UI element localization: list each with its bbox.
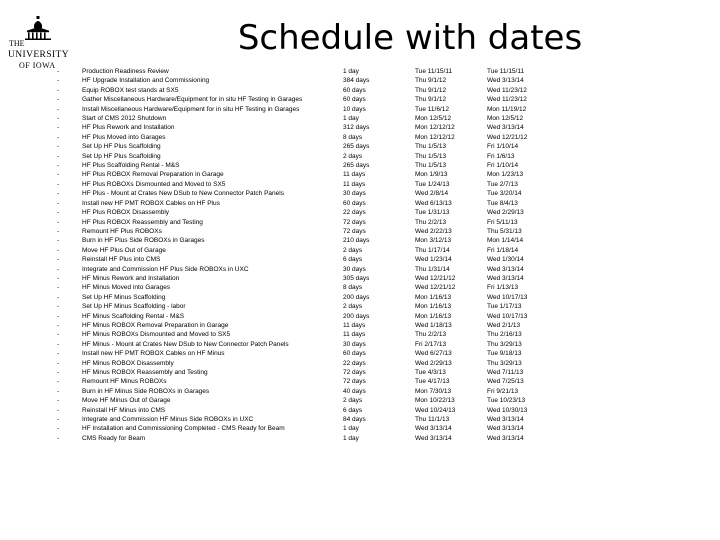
row-bullet: - bbox=[57, 237, 60, 245]
task-name: HF Minus Rework and Installation bbox=[82, 274, 180, 282]
schedule-row bbox=[0, 330, 720, 339]
row-bullet: - bbox=[57, 115, 60, 123]
task-duration: 265 days bbox=[343, 162, 370, 170]
task-duration: 30 days bbox=[343, 265, 366, 273]
schedule-row bbox=[0, 170, 720, 179]
task-name: Equip ROBOX test stands at SX5 bbox=[82, 86, 179, 94]
schedule-row bbox=[0, 67, 720, 76]
row-bullet: - bbox=[57, 340, 60, 348]
row-bullet: - bbox=[57, 96, 60, 104]
row-bullet: - bbox=[57, 143, 60, 151]
task-name: HF Upgrade Installation and Commissioning bbox=[82, 77, 210, 85]
task-start-date: Thu 9/1/12 bbox=[415, 77, 447, 85]
row-bullet: - bbox=[57, 321, 60, 329]
task-duration: 8 days bbox=[343, 133, 363, 141]
row-bullet: - bbox=[57, 350, 60, 358]
task-duration: 30 days bbox=[343, 190, 366, 198]
task-finish-date: Thu 2/16/13 bbox=[487, 331, 522, 339]
schedule-row bbox=[0, 142, 720, 151]
schedule-row bbox=[0, 340, 720, 349]
row-bullet: - bbox=[57, 293, 60, 301]
task-name: Install Miscellaneous Hardware/Equipment for in situ HF Testing in Garages bbox=[82, 105, 300, 113]
row-bullet: - bbox=[57, 77, 60, 85]
task-name: CMS Ready for Beam bbox=[82, 434, 146, 442]
task-finish-date: Mon 12/5/12 bbox=[487, 115, 524, 123]
task-finish-date: Wed 3/13/14 bbox=[487, 425, 524, 433]
task-start-date: Tue 4/3/13 bbox=[415, 369, 446, 376]
row-bullet: - bbox=[57, 265, 60, 273]
schedule-row bbox=[0, 76, 720, 85]
row-bullet: - bbox=[57, 86, 60, 94]
schedule-row bbox=[0, 123, 720, 132]
logo-line-university: UNIVERSITY bbox=[8, 50, 69, 60]
task-name: HF Minus ROBOX Removal Preparation in Garage bbox=[82, 321, 229, 329]
task-finish-date: Fri 1/10/14 bbox=[487, 143, 519, 151]
task-duration: 11 days bbox=[343, 171, 366, 179]
row-bullet: - bbox=[57, 190, 60, 198]
task-finish-date: Wed 3/13/14 bbox=[487, 77, 524, 85]
task-duration: 6 days bbox=[343, 406, 363, 414]
task-finish-date: Fri 5/11/13 bbox=[487, 218, 518, 226]
page-title: Schedule with dates bbox=[237, 18, 583, 58]
schedule-row bbox=[0, 274, 720, 283]
task-start-date: Tue 11/6/12 bbox=[415, 105, 449, 113]
task-duration: 2 days bbox=[343, 397, 363, 405]
task-name: HF Plus Scaffolding Rental - M&S bbox=[82, 162, 180, 170]
schedule-list bbox=[0, 67, 720, 443]
task-start-date: Thu 9/1/12 bbox=[415, 86, 447, 94]
task-duration: 11 days bbox=[343, 321, 366, 329]
task-finish-date: Wed 3/13/14 bbox=[487, 434, 524, 442]
task-finish-date: Wed 2/29/13 bbox=[487, 209, 524, 217]
row-bullet: - bbox=[57, 133, 60, 141]
task-finish-date: Fri 1/10/14 bbox=[487, 162, 519, 170]
task-name: HF Installation and Commissioning Completed - CMS Ready for Beam bbox=[82, 425, 285, 433]
task-name: HF Minus ROBOXs Dismounted and Moved to SX5 bbox=[82, 331, 231, 339]
schedule-row bbox=[0, 293, 720, 302]
task-duration: 265 days bbox=[343, 143, 370, 151]
schedule-row bbox=[0, 161, 720, 170]
row-bullet: - bbox=[57, 369, 60, 376]
task-finish-date: Wed 3/13/14 bbox=[487, 416, 524, 424]
task-name: Set Up HF Minus Scaffolding - labor bbox=[82, 303, 186, 311]
row-bullet: - bbox=[57, 218, 60, 226]
task-start-date: Tue 11/15/11 bbox=[415, 68, 453, 75]
task-name: Gather Miscellaneous Hardware/Equipment for in situ HF Testing in Garages bbox=[82, 96, 303, 104]
row-bullet: - bbox=[57, 387, 60, 395]
schedule-row bbox=[0, 255, 720, 264]
task-finish-date: Wed 7/11/13 bbox=[487, 369, 524, 376]
task-name: HF Plus ROBOX Removal Preparation in Garage bbox=[82, 171, 224, 179]
task-start-date: Tue 1/31/13 bbox=[415, 209, 450, 217]
row-bullet: - bbox=[57, 162, 60, 170]
row-bullet: - bbox=[57, 274, 60, 282]
task-start-date: Wed 1/18/13 bbox=[415, 321, 452, 329]
schedule-row bbox=[0, 236, 720, 245]
schedule-row bbox=[0, 133, 720, 142]
task-duration: 60 days bbox=[343, 96, 366, 104]
task-name: HF Minus ROBOX Reassembly and Testing bbox=[82, 369, 208, 376]
task-finish-date: Wed 10/30/13 bbox=[487, 406, 528, 414]
schedule-row bbox=[0, 246, 720, 255]
row-bullet: - bbox=[57, 227, 60, 235]
task-duration: 200 days bbox=[343, 312, 370, 320]
task-start-date: Mon 12/5/12 bbox=[415, 115, 452, 123]
task-name: Remount HF Minus ROBOXs bbox=[82, 378, 167, 386]
task-start-date: Thu 1/31/14 bbox=[415, 265, 450, 273]
task-name: Move HF Plus Out of Garage bbox=[82, 246, 166, 254]
task-start-date: Thu 2/2/13 bbox=[415, 218, 447, 226]
task-name: HF Minus ROBOX Disassembly bbox=[82, 359, 174, 367]
task-start-date: Wed 10/24/13 bbox=[415, 406, 456, 414]
task-start-date: Wed 12/21/12 bbox=[415, 274, 456, 282]
task-duration: 1 day bbox=[343, 68, 359, 75]
schedule-row bbox=[0, 189, 720, 198]
task-finish-date: Tue 10/23/13 bbox=[487, 397, 526, 405]
task-finish-date: Mon 1/23/13 bbox=[487, 171, 524, 179]
task-name: HF Plus ROBOX Disassembly bbox=[82, 209, 170, 217]
task-duration: 84 days bbox=[343, 416, 366, 424]
row-bullet: - bbox=[57, 209, 60, 217]
task-finish-date: Tue 1/17/13 bbox=[487, 303, 522, 311]
row-bullet: - bbox=[57, 397, 60, 405]
task-start-date: Wed 12/21/12 bbox=[415, 284, 456, 292]
task-name: Burn in HF Plus Side ROBOXs in Garages bbox=[82, 237, 205, 245]
task-finish-date: Tue 2/7/13 bbox=[487, 180, 518, 188]
schedule-row bbox=[0, 208, 720, 217]
schedule-row bbox=[0, 415, 720, 424]
schedule-row bbox=[0, 368, 720, 377]
row-bullet: - bbox=[57, 416, 60, 424]
row-bullet: - bbox=[57, 303, 60, 311]
task-finish-date: Tue 9/18/13 bbox=[487, 350, 522, 358]
task-start-date: Mon 7/30/13 bbox=[415, 387, 452, 395]
task-duration: 30 days bbox=[343, 340, 366, 348]
task-finish-date: Wed 3/13/14 bbox=[487, 274, 524, 282]
schedule-row bbox=[0, 359, 720, 368]
task-start-date: Mon 12/12/12 bbox=[415, 133, 455, 141]
task-duration: 1 day bbox=[343, 425, 359, 433]
task-start-date: Wed 3/13/14 bbox=[415, 434, 452, 442]
task-start-date: Tue 1/24/13 bbox=[415, 180, 450, 188]
task-name: Integrate and Commission HF Plus Side ROBOXs in UXC bbox=[82, 265, 249, 273]
schedule-row bbox=[0, 424, 720, 433]
task-finish-date: Wed 12/21/12 bbox=[487, 133, 528, 141]
task-start-date: Mon 1/16/13 bbox=[415, 293, 452, 301]
task-duration: 8 days bbox=[343, 284, 363, 292]
task-name: Integrate and Commission HF Minus Side ROBOXs in UXC bbox=[82, 416, 254, 424]
task-finish-date: Mon 11/19/12 bbox=[487, 105, 527, 113]
task-duration: 384 days bbox=[343, 77, 370, 85]
row-bullet: - bbox=[57, 105, 60, 113]
task-duration: 1 day bbox=[343, 434, 359, 442]
task-start-date: Thu 1/5/13 bbox=[415, 152, 447, 160]
task-start-date: Mon 12/12/12 bbox=[415, 124, 455, 132]
schedule-row bbox=[0, 396, 720, 405]
task-finish-date: Wed 3/13/14 bbox=[487, 124, 524, 132]
task-start-date: Wed 6/27/13 bbox=[415, 350, 452, 358]
task-start-date: Mon 1/16/13 bbox=[415, 312, 452, 320]
task-finish-date: Wed 3/13/14 bbox=[487, 265, 524, 273]
logo-line-of-iowa: OF IOWA bbox=[19, 61, 56, 70]
task-finish-date: Tue 8/4/13 bbox=[487, 199, 518, 207]
task-duration: 11 days bbox=[343, 331, 366, 339]
task-finish-date: Wed 7/25/13 bbox=[487, 378, 524, 386]
task-name: HF Plus ROBOX Reassembly and Testing bbox=[82, 218, 203, 226]
task-start-date: Thu 9/1/12 bbox=[415, 96, 447, 104]
task-duration: 2 days bbox=[343, 246, 363, 254]
task-start-date: Mon 1/16/13 bbox=[415, 303, 452, 311]
task-finish-date: Tue 11/15/11 bbox=[487, 68, 525, 75]
row-bullet: - bbox=[57, 434, 60, 442]
task-start-date: Tue 4/17/13 bbox=[415, 378, 450, 386]
row-bullet: - bbox=[57, 199, 60, 207]
task-finish-date: Thu 3/29/13 bbox=[487, 340, 522, 348]
logo-line-the: THE bbox=[9, 39, 25, 48]
row-bullet: - bbox=[57, 180, 60, 188]
task-name: Install new HF PMT ROBOX Cables on HF Minus bbox=[82, 350, 225, 358]
row-bullet: - bbox=[57, 284, 60, 292]
schedule-row bbox=[0, 321, 720, 330]
task-duration: 40 days bbox=[343, 387, 366, 395]
schedule-row bbox=[0, 265, 720, 274]
task-duration: 312 days bbox=[343, 124, 370, 132]
task-start-date: Wed 2/29/13 bbox=[415, 359, 452, 367]
task-duration: 200 days bbox=[343, 293, 370, 301]
schedule-row bbox=[0, 218, 720, 227]
task-duration: 72 days bbox=[343, 218, 366, 226]
task-duration: 11 days bbox=[343, 180, 366, 188]
task-duration: 10 days bbox=[343, 105, 366, 113]
schedule-row bbox=[0, 349, 720, 358]
row-bullet: - bbox=[57, 378, 60, 386]
task-name: Install new HF PMT ROBOX Cables on HF Plus bbox=[82, 199, 220, 207]
task-duration: 305 days bbox=[343, 274, 370, 282]
schedule-row bbox=[0, 302, 720, 311]
task-name: HF Minus Scaffolding Rental - M&S bbox=[82, 312, 185, 320]
task-duration: 72 days bbox=[343, 378, 366, 386]
task-finish-date: Wed 11/23/12 bbox=[487, 96, 527, 104]
task-start-date: Thu 1/17/14 bbox=[415, 246, 450, 254]
row-bullet: - bbox=[57, 152, 60, 160]
task-start-date: Wed 2/8/14 bbox=[415, 190, 449, 198]
task-start-date: Wed 3/13/14 bbox=[415, 425, 452, 433]
task-name: HF Plus Moved into Garages bbox=[82, 133, 166, 141]
task-start-date: Wed 1/23/14 bbox=[415, 256, 452, 264]
task-duration: 60 days bbox=[343, 350, 366, 358]
task-start-date: Wed 6/13/13 bbox=[415, 199, 452, 207]
schedule-row bbox=[0, 227, 720, 236]
schedule-row bbox=[0, 180, 720, 189]
schedule-row bbox=[0, 406, 720, 415]
task-duration: 72 days bbox=[343, 369, 366, 376]
task-finish-date: Fri 1/13/13 bbox=[487, 284, 519, 292]
task-name: Reinstall HF Plus into CMS bbox=[82, 256, 161, 264]
task-start-date: Mon 1/9/13 bbox=[415, 171, 448, 179]
schedule-row bbox=[0, 377, 720, 386]
task-start-date: Fri 2/17/13 bbox=[415, 340, 447, 348]
task-duration: 1 day bbox=[343, 115, 359, 123]
task-duration: 6 days bbox=[343, 256, 363, 264]
row-bullet: - bbox=[57, 256, 60, 264]
university-of-iowa-logo bbox=[6, 12, 72, 68]
task-duration: 210 days bbox=[343, 237, 370, 245]
row-bullet: - bbox=[57, 68, 60, 75]
schedule-row bbox=[0, 86, 720, 95]
task-name: HF Plus - Mount at Crates New DSub to New Connector Patch Panels bbox=[82, 190, 284, 198]
task-name: HF Plus ROBOXs Dismounted and Moved to SX5 bbox=[82, 180, 226, 188]
task-name: Set Up HF Minus Scaffolding bbox=[82, 293, 166, 301]
task-name: Remount HF Plus ROBOXs bbox=[82, 227, 162, 235]
row-bullet: - bbox=[57, 124, 60, 132]
task-start-date: Mon 10/22/13 bbox=[415, 397, 455, 405]
schedule-row bbox=[0, 283, 720, 292]
task-finish-date: Fri 1/18/14 bbox=[487, 246, 519, 254]
task-finish-date: Mon 1/14/14 bbox=[487, 237, 524, 245]
row-bullet: - bbox=[57, 312, 60, 320]
task-start-date: Thu 11/1/13 bbox=[415, 416, 450, 424]
task-finish-date: Tue 3/20/14 bbox=[487, 190, 522, 198]
schedule-row bbox=[0, 114, 720, 123]
row-bullet: - bbox=[57, 406, 60, 414]
task-duration: 2 days bbox=[343, 152, 363, 160]
schedule-row bbox=[0, 199, 720, 208]
task-finish-date: Wed 10/17/13 bbox=[487, 293, 528, 301]
task-start-date: Thu 1/5/13 bbox=[415, 162, 447, 170]
row-bullet: - bbox=[57, 331, 60, 339]
schedule-row bbox=[0, 105, 720, 114]
task-start-date: Mon 3/12/13 bbox=[415, 237, 452, 245]
task-finish-date: Wed 1/30/14 bbox=[487, 256, 524, 264]
task-name: HF Minus Moved into Garages bbox=[82, 284, 171, 292]
task-finish-date: Wed 2/1/13 bbox=[487, 321, 521, 329]
old-capitol-icon bbox=[22, 16, 54, 40]
task-finish-date: Wed 11/23/12 bbox=[487, 86, 527, 94]
task-name: Production Readiness Review bbox=[82, 68, 169, 75]
row-bullet: - bbox=[57, 171, 60, 179]
task-duration: 60 days bbox=[343, 86, 366, 94]
task-duration: 22 days bbox=[343, 209, 366, 217]
schedule-row bbox=[0, 152, 720, 161]
task-finish-date: Thu 5/31/13 bbox=[487, 227, 522, 235]
task-start-date: Wed 2/22/13 bbox=[415, 227, 452, 235]
schedule-row bbox=[0, 95, 720, 104]
task-start-date: Thu 2/2/13 bbox=[415, 331, 447, 339]
row-bullet: - bbox=[57, 425, 60, 433]
task-name: Set Up HF Plus Scaffolding bbox=[82, 152, 161, 160]
task-start-date: Thu 1/5/13 bbox=[415, 143, 447, 151]
task-name: Start of CMS 2012 Shutdown bbox=[82, 115, 167, 123]
task-name: Move HF Minus Out of Garage bbox=[82, 397, 171, 405]
task-name: Burn in HF Minus Side ROBOXs in Garages bbox=[82, 387, 210, 395]
task-duration: 2 days bbox=[343, 303, 363, 311]
schedule-row bbox=[0, 387, 720, 396]
schedule-row bbox=[0, 312, 720, 321]
task-finish-date: Fri 1/6/13 bbox=[487, 152, 515, 160]
task-name: HF Minus - Mount at Crates New DSub to New Connector Patch Panels bbox=[82, 340, 289, 348]
task-duration: 72 days bbox=[343, 227, 366, 235]
task-name: Reinstall HF Minus into CMS bbox=[82, 406, 166, 414]
task-name: Set Up HF Plus Scaffolding bbox=[82, 143, 161, 151]
task-finish-date: Wed 10/17/13 bbox=[487, 312, 528, 320]
schedule-row bbox=[0, 434, 720, 443]
row-bullet: - bbox=[57, 246, 60, 254]
task-finish-date: Thu 3/29/13 bbox=[487, 359, 522, 367]
task-duration: 22 days bbox=[343, 359, 366, 367]
task-finish-date: Fri 9/21/13 bbox=[487, 387, 519, 395]
row-bullet: - bbox=[57, 359, 60, 367]
task-duration: 60 days bbox=[343, 199, 366, 207]
task-name: HF Plus Rework and Installation bbox=[82, 124, 175, 132]
